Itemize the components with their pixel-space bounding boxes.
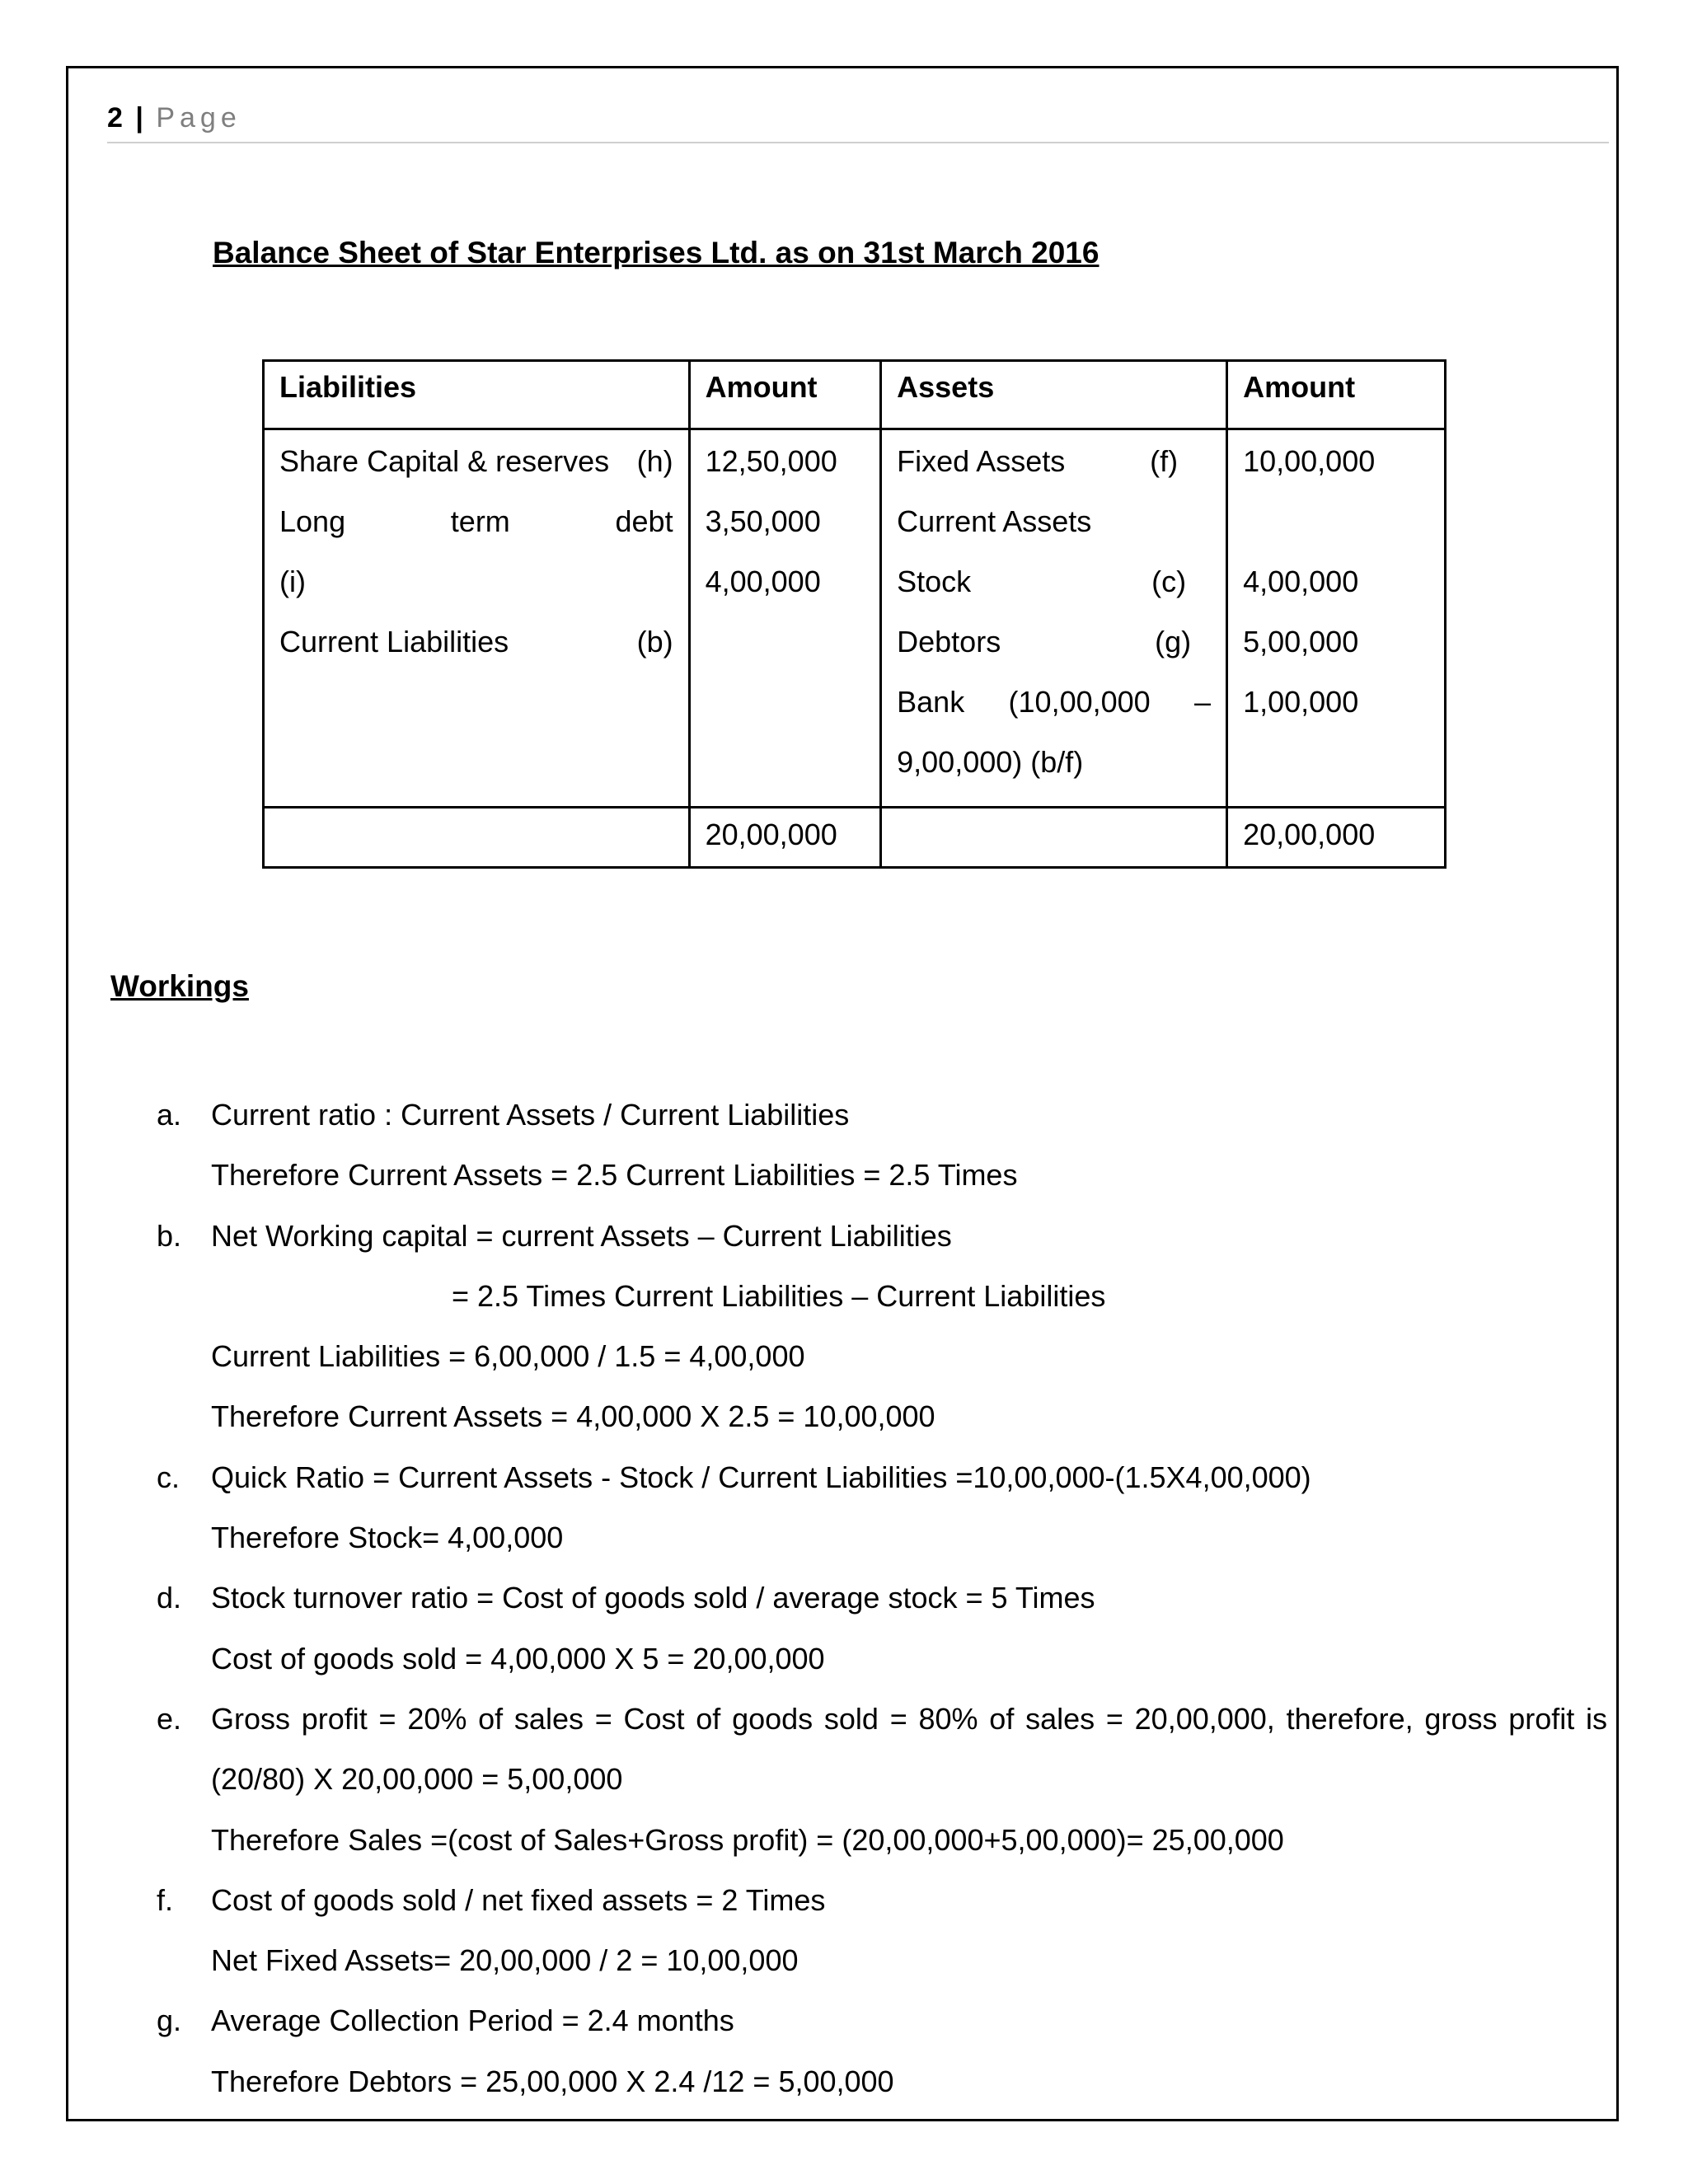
page-word: Page — [156, 102, 241, 134]
working-text: Therefore Debtors = 25,00,000 X 2.4 /12 = 5,00,000 — [211, 2064, 894, 2098]
working-line — [157, 1085, 1607, 1145]
working-line — [157, 1990, 1607, 2050]
table-total-row — [264, 808, 1446, 868]
header-assets: Assets — [881, 361, 1227, 429]
working-line — [157, 1629, 1607, 1689]
working-line — [157, 1749, 1607, 1809]
working-letter: b. — [157, 1218, 182, 1253]
working-text: Net Working capital = current Assets – Current Liabilities — [211, 1218, 952, 1253]
page-separator: | — [135, 102, 143, 134]
working-line — [157, 1930, 1607, 1990]
workings-list — [157, 1085, 1607, 2111]
liability-line: Current Liabilities (b) — [279, 625, 673, 658]
total-blank-cell — [881, 808, 1227, 868]
working-text: Quick Ratio = Current Assets - Stock / Current Liabilities =10,00,000-(1.5X4,00,000) — [211, 1460, 1311, 1494]
amount-value: 3,50,000 — [705, 504, 821, 538]
amount-value — [1243, 497, 1429, 557]
asset-amounts-cell — [1227, 429, 1446, 808]
working-line — [157, 1689, 1607, 1749]
working-letter: a. — [157, 1098, 182, 1132]
amount-value: 4,00,000 — [1243, 565, 1359, 598]
working-letter: c. — [157, 1460, 181, 1494]
working-line — [157, 1326, 1607, 1386]
amount-value: 10,00,000 — [1243, 444, 1376, 478]
working-line — [157, 1206, 1607, 1266]
working-line — [157, 1568, 1607, 1628]
working-text: Cost of goods sold = 4,00,000 X 5 = 20,00,000 — [211, 1641, 825, 1675]
working-text: (20/80) X 20,00,000 = 5,00,000 — [211, 1762, 623, 1797]
amount-value: 1,00,000 — [1243, 685, 1359, 719]
total-blank-cell — [264, 808, 690, 868]
working-text: Current Liabilities = 6,00,000 / 1.5 = 4,00,000 — [211, 1339, 805, 1374]
amount-value: 12,50,000 — [705, 444, 837, 478]
working-text: Gross profit = 20% of sales = Cost of goods sold = 80% of sales = 20,00,000, therefore, gross profit is — [211, 1701, 1607, 1736]
working-text: Therefore Sales =(cost of Sales+Gross profit) = (20,00,000+5,00,000)= 25,00,000 — [211, 1822, 1284, 1857]
working-text: Net Fixed Assets= 20,00,000 / 2 = 10,00,000 — [211, 1943, 799, 1978]
working-letter: f. — [157, 1882, 174, 1917]
working-line — [157, 1870, 1607, 1930]
page-header — [107, 97, 1609, 143]
asset-line: Fixed Assets (f) — [897, 444, 1179, 478]
liability-line: Share Capital & reserves (h) — [279, 444, 673, 478]
working-text: Average Collection Period = 2.4 months — [211, 2004, 734, 2038]
working-line — [157, 1447, 1607, 1507]
page-number: 2 — [107, 102, 123, 134]
working-line — [157, 1266, 1607, 1326]
working-text: Current ratio : Current Assets / Current Liabilities — [211, 1098, 850, 1132]
document-title: Balance Sheet of Star Enterprises Ltd. as on 31st March 2016 — [213, 236, 1100, 269]
asset-line: 9,00,000) (b/f) — [897, 745, 1084, 779]
liability-line: Long term debt — [279, 504, 673, 538]
total-assets: 20,00,000 — [1227, 808, 1446, 868]
working-text: Stock turnover ratio = Cost of goods sold / average stock = 5 Times — [211, 1581, 1095, 1615]
working-text: Therefore Stock= 4,00,000 — [211, 1521, 564, 1555]
liability-amounts-cell — [689, 429, 881, 808]
working-text: Therefore Current Assets = 2.5 Current Liabilities = 2.5 Times — [211, 1158, 1018, 1193]
working-line — [157, 1145, 1607, 1205]
header-liabilities: Liabilities — [264, 361, 690, 429]
header-amount-liabilities: Amount — [689, 361, 881, 429]
workings-heading: Workings — [110, 969, 249, 1003]
table-body-row — [264, 429, 1446, 808]
working-line — [157, 1810, 1607, 1870]
liability-line: (i) — [279, 565, 306, 598]
liabilities-cell — [264, 429, 690, 808]
working-line — [157, 2051, 1607, 2111]
asset-line: Stock (c) — [897, 565, 1187, 598]
asset-line: Debtors (g) — [897, 625, 1192, 658]
working-letter: d. — [157, 1581, 182, 1615]
working-letter: e. — [157, 1701, 182, 1736]
working-text: = 2.5 Times Current Liabilities – Current Liabilities — [452, 1278, 1106, 1313]
total-liabilities: 20,00,000 — [689, 808, 881, 868]
amount-value: 4,00,000 — [705, 565, 821, 598]
working-letter: g. — [157, 2004, 182, 2038]
amount-value: 5,00,000 — [1243, 625, 1359, 658]
working-line — [157, 1386, 1607, 1446]
working-text: Cost of goods sold / net fixed assets = 2 Times — [211, 1882, 826, 1917]
working-line — [157, 1507, 1607, 1568]
header-amount-assets: Amount — [1227, 361, 1446, 429]
asset-line: Current Assets — [897, 504, 1092, 538]
asset-line: Bank (10,00,000 – — [897, 685, 1212, 719]
assets-cell — [881, 429, 1227, 808]
working-text: Therefore Current Assets = 4,00,000 X 2.5 = 10,00,000 — [211, 1399, 935, 1434]
balance-sheet-table — [262, 359, 1447, 869]
table-header-row — [264, 361, 1446, 429]
